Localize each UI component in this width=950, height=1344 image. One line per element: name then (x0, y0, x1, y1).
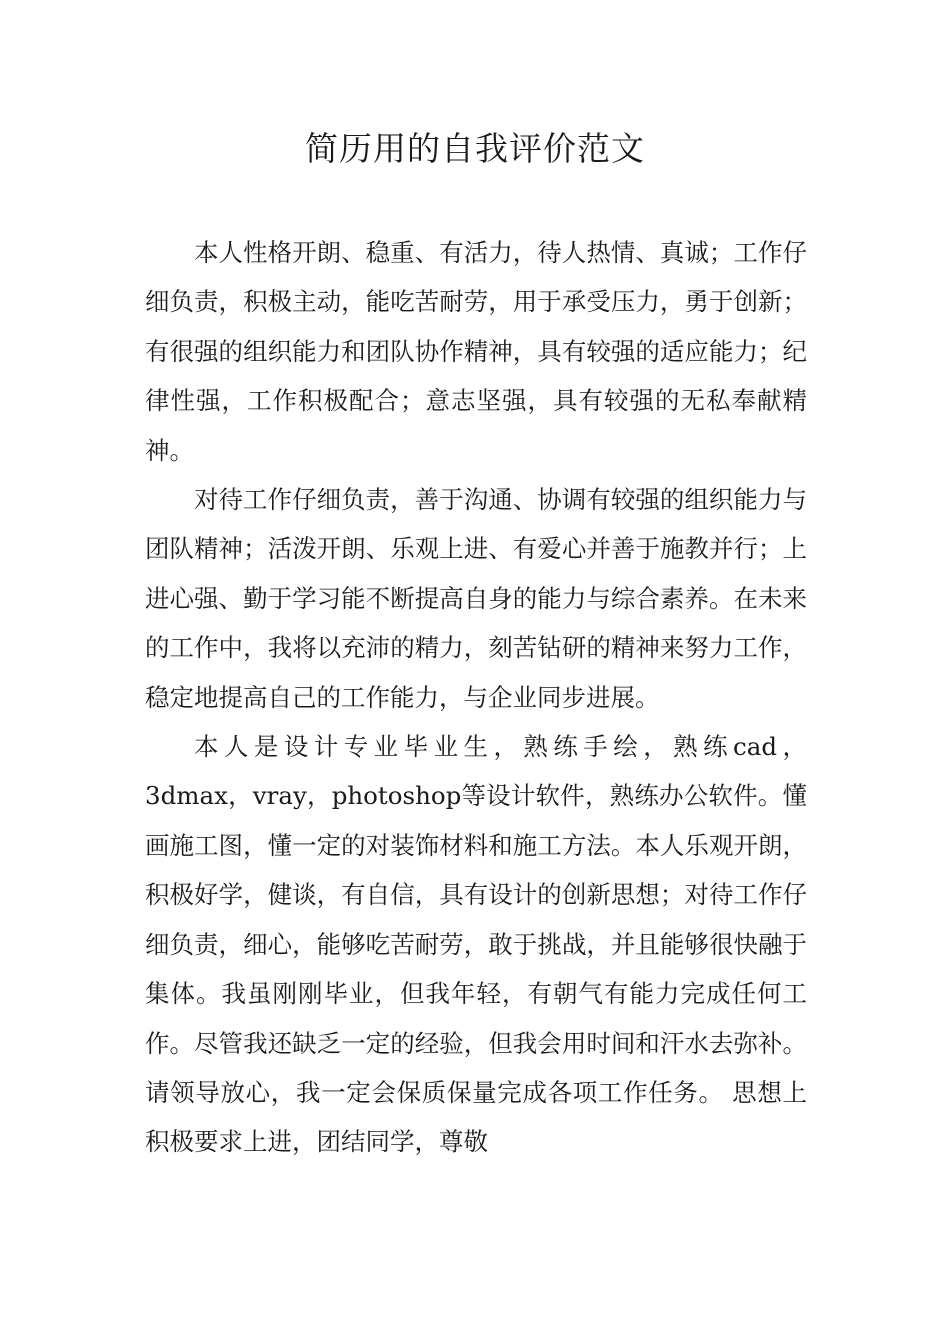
document-body (145, 228, 807, 1167)
document-title: 简历用的自我评价范文 (305, 129, 645, 168)
paragraph-1: 本人性格开朗、稳重、有活力，待人热情、真诚；工作仔细负责，积极主动，能吃苦耐劳，用于承受压力，勇于创新；有很强的组织能力和团队协作精神，具有较强的适应能力；纪律性强，工作积极配合；意志坚强，具有较强的无私奉献精神。 (145, 238, 807, 465)
paragraph-2: 对待工作仔细负责，善于沟通、协调有较强的组织能力与团队精神；活泼开朗、乐观上进、有爱心并善于施教并行；上进心强、勤于学习能不断提高自身的能力与综合素养。在未来的工作中，我将以充沛的精力，刻苦钻研的精神来努力工作，稳定地提高自己的工作能力，与企业同步进展。 (145, 485, 807, 712)
paragraph-3: 本人是设计专业毕业生，熟练手绘，熟练cad，3dmax，vray，photoshop等设计软件，熟练办公软件。懂画施工图，懂一定的对装饰材料和施工方法。本人乐观开朗，积极好学，健谈，有自信，具有设计的创新思想；对待工作仔细负责，细心，能够吃苦耐劳，敢于挑战，并且能够很快融于集体。我虽刚刚毕业，但我年轻，有朝气有能力完成任何工作。尽管我还缺乏一定的经验，但我会用时间和汗水去弥补。请领导放心，我一定会保质保量完成各项工作任务。 思想上积极要求上进，团结同学，尊敬 (145, 732, 807, 1157)
